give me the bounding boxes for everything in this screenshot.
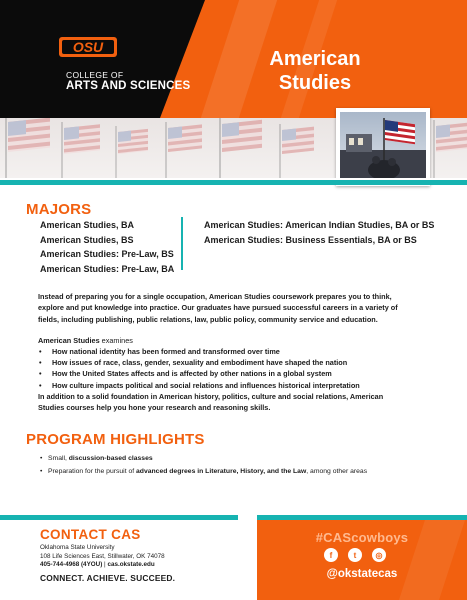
website-link[interactable]: cas.okstate.edu (107, 561, 155, 569)
contact-heading: CONTACT CAS (40, 527, 141, 542)
major-item: American Studies: Pre-Law, BS (40, 249, 174, 259)
osu-logo (58, 34, 118, 60)
intro-paragraph: Instead of preparing you for a single occupation, American Studies coursework prepares you to think, explore and put knowledge into practice. Our graduates have pursued successful careers in a variety of fields, including publishing, public relations, law, public policy, community service and education. (38, 292, 398, 324)
majors-list-left (40, 218, 174, 276)
examines-bold: American Studies (38, 336, 100, 345)
bullet-item: • How culture impacts political and social relations and influences historical interpretation (38, 380, 418, 391)
highlights-list (40, 452, 440, 478)
majors-heading: MAJORS (26, 201, 92, 218)
bullet-item: • How national identity has been formed and transformed over time (38, 346, 418, 357)
college-label: COLLEGE OF (66, 70, 124, 80)
contact-address (40, 544, 165, 570)
slogan: CONNECT. ACHIEVE. SUCCEED. (40, 573, 176, 583)
facebook-icon[interactable]: f (324, 548, 338, 562)
examines-rest: examines (99, 336, 133, 345)
highlight-text: Small, (48, 455, 69, 462)
majors-divider (181, 217, 183, 270)
logo-text: OSU (72, 39, 104, 55)
instagram-icon[interactable]: ◎ (372, 548, 386, 562)
major-item: American Studies, BA (40, 220, 135, 230)
university-name: Oklahoma State University (40, 544, 115, 551)
examines-lead (38, 335, 133, 346)
flag-photo (336, 108, 430, 186)
header-banner (0, 0, 467, 118)
contact-separator: | (102, 561, 108, 569)
teal-divider (0, 178, 467, 185)
bullet-item: • How the United States affects and is affected by other nations in a global system (38, 368, 418, 379)
highlight-bold: discussion-based classes (68, 455, 153, 462)
footer-teal-bar-left (0, 515, 238, 520)
title-line-1: American (269, 48, 361, 70)
bullet-item: • How issues of race, class, gender, sexuality and embodiment have shaped the nation (38, 357, 418, 368)
highlights-heading: PROGRAM HIGHLIGHTS (26, 431, 205, 448)
college-name: ARTS AND SCIENCES (66, 80, 191, 92)
highlight-item (40, 465, 440, 478)
social-icons (324, 548, 386, 562)
closing-paragraph: In addition to a solid foundation in American history, politics, culture and social relations, American Studies courses help you hone your research and reasoning skills. (38, 392, 384, 413)
hashtag: #CAScowboys (315, 530, 409, 545)
highlight-item (40, 452, 440, 465)
twitter-icon[interactable]: t (348, 548, 362, 562)
examines-bullets (38, 346, 418, 391)
major-item: American Studies: Business Essentials, BA or BS (204, 234, 417, 245)
highlight-text: , among other areas (306, 468, 368, 475)
phone-number[interactable]: 405-744-4968 (4YOU) (40, 561, 103, 569)
page-title (230, 47, 400, 95)
major-item: American Studies: Pre-Law, BA (40, 263, 175, 274)
major-item: American Studies: American Indian Studies, BA or BS (204, 220, 435, 230)
highlight-bold: advanced degrees in Literature, History, and the Law (136, 468, 307, 475)
title-line-2: Studies (278, 72, 352, 94)
social-handle[interactable]: @okstatecas (326, 568, 398, 580)
street-address: 108 Life Sciences East, Stillwater, OK 74078 (40, 552, 165, 560)
flag-photo-image (340, 112, 426, 182)
majors-list-right (204, 218, 434, 247)
major-item: American Studies, BS (40, 234, 134, 245)
highlight-text: Preparation for the pursuit of (48, 468, 137, 475)
